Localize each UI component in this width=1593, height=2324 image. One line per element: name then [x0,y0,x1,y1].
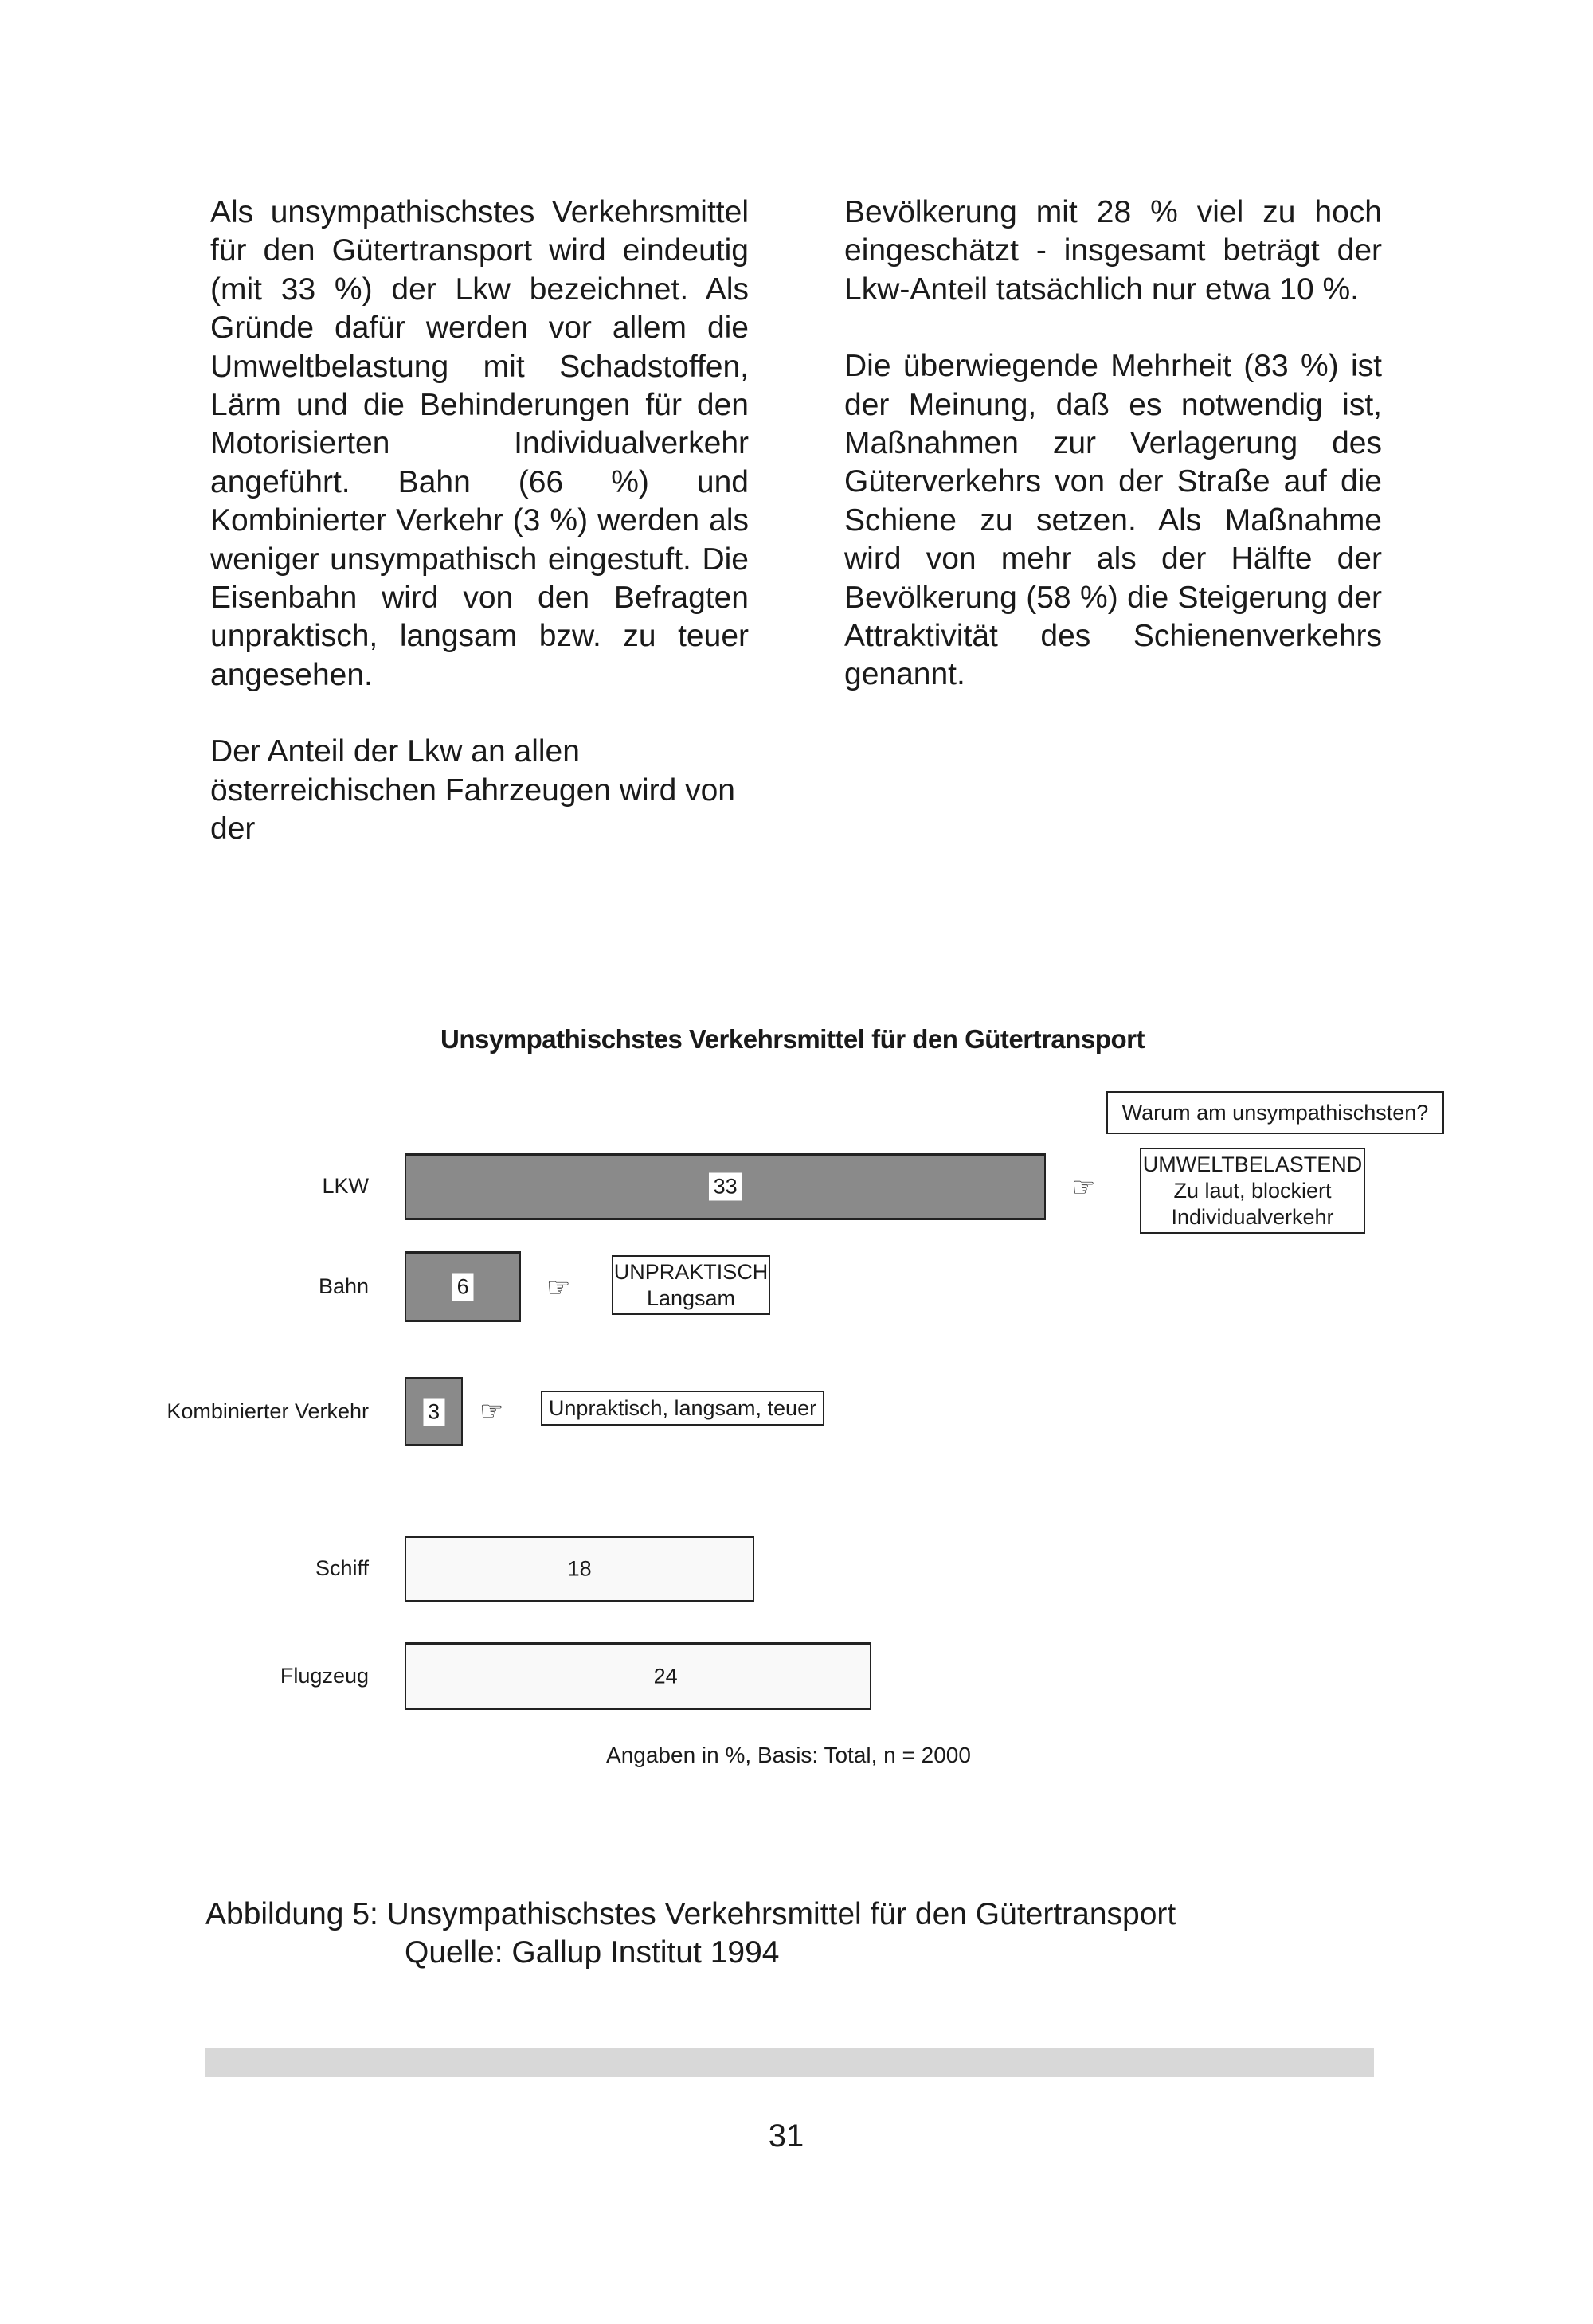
decorative-band [205,2048,1374,2077]
bar [405,1153,1046,1220]
right-column [844,194,1382,733]
paragraph: Als unsympathischstes Verkehrsmittel für den Gütertransport wird eindeutig (mit 33 %) der Lkw bezeichnet. Als Gründe dafür werden vor allem die Umweltbelastung mit Schadstoffen, Lärm und die Behinderungen für den Motorisierten Individualverkehr angeführt. Bahn (66 %) und Kombinierter Verkehr (3 %) werden als weniger unsympathisch eingestuft. Die Eisenbahn wird von den Befragten unpraktisch, langsam bzw. zu teuer angesehen. [210,195,749,692]
bar-value: 24 [653,1664,678,1688]
paragraph: Bevölkerung mit 28 % viel zu hoch eingeschätzt - insgesamt beträgt der Lkw-Anteil tatsächlich nur etwa 10 %. [844,195,1382,307]
bar-value: 18 [567,1556,592,1581]
paragraph: Die überwiegende Mehrheit (83 %) ist der Meinung, daß es notwendig ist, Maßnahmen zur Verlagerung des Güterverkehrs von der Straße auf die Schiene zu setzen. Als Maßnahme wird von mehr als der Hälfte der Bevölkerung (58 %) die Steigerung der Attraktivität des Schienenverkehrs genannt. [844,349,1382,692]
callout-line: UMWELTBELASTEND [1142,1152,1363,1176]
category-label: Schiff [315,1556,369,1580]
callout-line: Individualverkehr [1171,1205,1334,1229]
callout-line: Zu laut, blockiert [1173,1179,1332,1203]
chart-title: Unsympathischstes Verkehrsmittel für den Gütertransport [440,1024,1145,1054]
bar [405,1251,521,1322]
category-label: LKW [322,1174,369,1198]
callout-line: Langsam [646,1286,736,1310]
bar [405,1536,754,1602]
bar-value: 3 [423,1398,444,1426]
pointing-hand-icon: ☞ [1071,1172,1096,1203]
bar-value: 6 [452,1273,474,1301]
bar [405,1377,463,1446]
reason-callout [1140,1148,1365,1234]
category-label: Flugzeug [280,1663,369,1688]
callout-header: Warum am unsympathischsten? [1106,1091,1444,1134]
left-column [210,194,749,887]
pointing-hand-icon: ☞ [546,1272,571,1304]
bar [405,1642,871,1710]
pointing-hand-icon: ☞ [479,1395,504,1427]
figure-source: Quelle: Gallup Institut 1994 [405,1935,780,1970]
reason-callout [612,1255,770,1315]
figure-caption: Abbildung 5: Unsympathischstes Verkehrsmittel für den Gütertransport [205,1897,1176,1931]
category-label: Bahn [318,1274,369,1298]
reason-callout [541,1391,824,1426]
callout-line: Unpraktisch, langsam, teuer [548,1396,817,1420]
chart-note: Angaben in %, Basis: Total, n = 2000 [606,1743,971,1767]
paragraph: Der Anteil der Lkw an allen österreichischen Fahrzeugen wird von der [210,734,736,847]
page-number: 31 [768,2119,804,2154]
bar-value: 33 [709,1173,742,1201]
callout-line: UNPRAKTISCH [613,1260,769,1284]
category-label: Kombinierter Verkehr [166,1399,369,1423]
